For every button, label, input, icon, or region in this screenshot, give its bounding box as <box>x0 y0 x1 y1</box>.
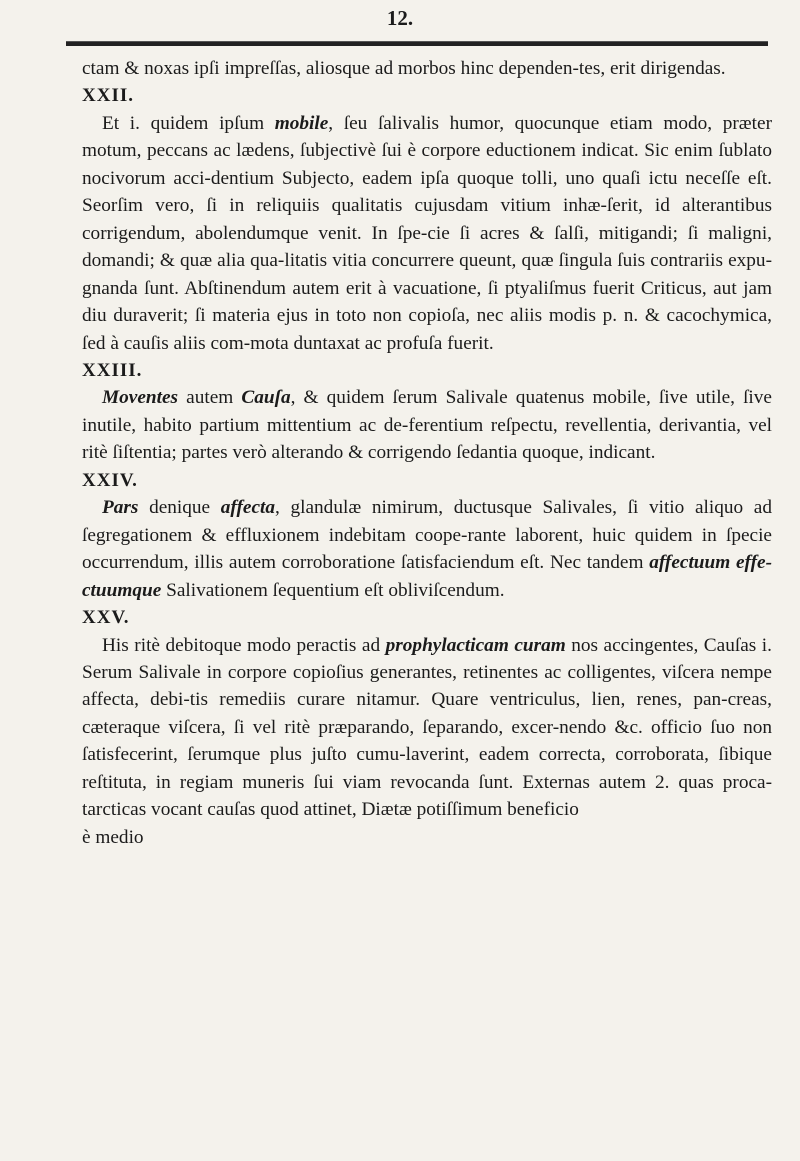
section-heading: XXIV. <box>82 469 138 491</box>
paragraph: ctam & noxas ipſi impreſſas, aliosque ad morbos hinc dependen-tes, erit dirigendas. <box>82 58 726 79</box>
page-number: 12. <box>386 6 414 30</box>
body-text <box>82 55 772 851</box>
text-run: autem <box>178 387 242 409</box>
text-run: nos accingentes, Cauſas i. Serum Salivale in corpore copioſius generantes, retinentes ac colligentes, viſcera nempe affecta, debi-tis remediis curare nitamur. Quare ventriculus, lien, renes, pan-creas, cæteraque viſcera, ſi vel ritè præparando, ſeparando, excer-nendo &c. officio ſuo non ſatisfecerint, ſerumque plus juſto cumu-laverint, eadem correcta, corroborata, ſibique reſtituta, in regiam muneris ſui viam revocanda ſunt. Externas autem 2. quas proca-tarcticas vocant cauſas quod attinet, Diætæ potiſſimum beneficio <box>82 634 772 821</box>
text-run: denique <box>138 497 221 519</box>
paragraph <box>82 384 772 466</box>
section-heading: XXII. <box>82 85 134 107</box>
paragraph <box>82 110 772 357</box>
catchword: è medio <box>82 826 144 848</box>
header-rule <box>66 41 768 46</box>
section-heading: XXV. <box>82 607 130 629</box>
paragraph <box>82 494 772 604</box>
italic-term: mobile <box>274 112 329 134</box>
text-run: Salivationem ſequentium eſt obliviſcendum. <box>161 579 505 601</box>
section-heading: XXIII. <box>82 359 143 381</box>
text-run: , ſeu ſalivalis humor, quocunque etiam modo, præter motum, peccans ac lædens, ſubjectivè ſui è corpore eductionem indicat. Sic enim ſublato nocivorum acci-dentium Subjecto, eadem ipſa quoque tolli, uno quaſi ictu neceſſe eſt. Seorſim vero, ſi in reliquiis qualitatis cujusdam vitium inhæ-ſerit, id alterantibus corrigendum, abolendumque venit. In ſpe-cie ſi acres & ſalſi, mitigandi; ſi maligni, domandi; & quæ alia qua-litatis vitia concurrere queunt, quæ ſingula ſuis contrariis expu-gnanda ſunt. Abſtinendum autem erit à vacuatione, ſi ptyaliſmus fuerit Criticus, aut jam diu duraverit; ſi materia ejus in toto non copioſa, nec aliis modis p. n. & cacochymica, ſed à cauſis aliis com-mota duntaxat ac profuſa fuerit. <box>82 112 773 354</box>
text-run: , glandulæ nimirum, ductusque Salivales, ſi vitio aliquo ad ſegregationem & effluxionem indebitam coope-rante laborent, huic quidem in ſpecie occurrendum, illis autem corroboratione ſatisfaciendum eſt. Nec tandem <box>82 497 772 574</box>
text-run: , & quidem ſerum Salivale quatenus mobile, ſive utile, ſive inutile, habito partium mittentium ac de-ferentium reſpectu, revellentia, derivantia, vel ritè ſiſtentia; partes verò alterando & corrigendo ſedantia quoque, indicant. <box>82 387 772 464</box>
italic-term: Cauſa <box>241 387 291 409</box>
paragraph <box>82 632 772 824</box>
italic-term: Moventes <box>102 387 179 409</box>
text-run: His ritè debitoque modo peractis ad <box>102 634 386 656</box>
italic-term: affecta <box>220 497 276 519</box>
italic-term: affectuum effe-ctuumque <box>82 552 772 601</box>
text-run: Et i. quidem ipſum <box>102 112 275 134</box>
italic-term: Pars <box>102 497 139 519</box>
italic-term: prophylacticam curam <box>385 634 566 656</box>
